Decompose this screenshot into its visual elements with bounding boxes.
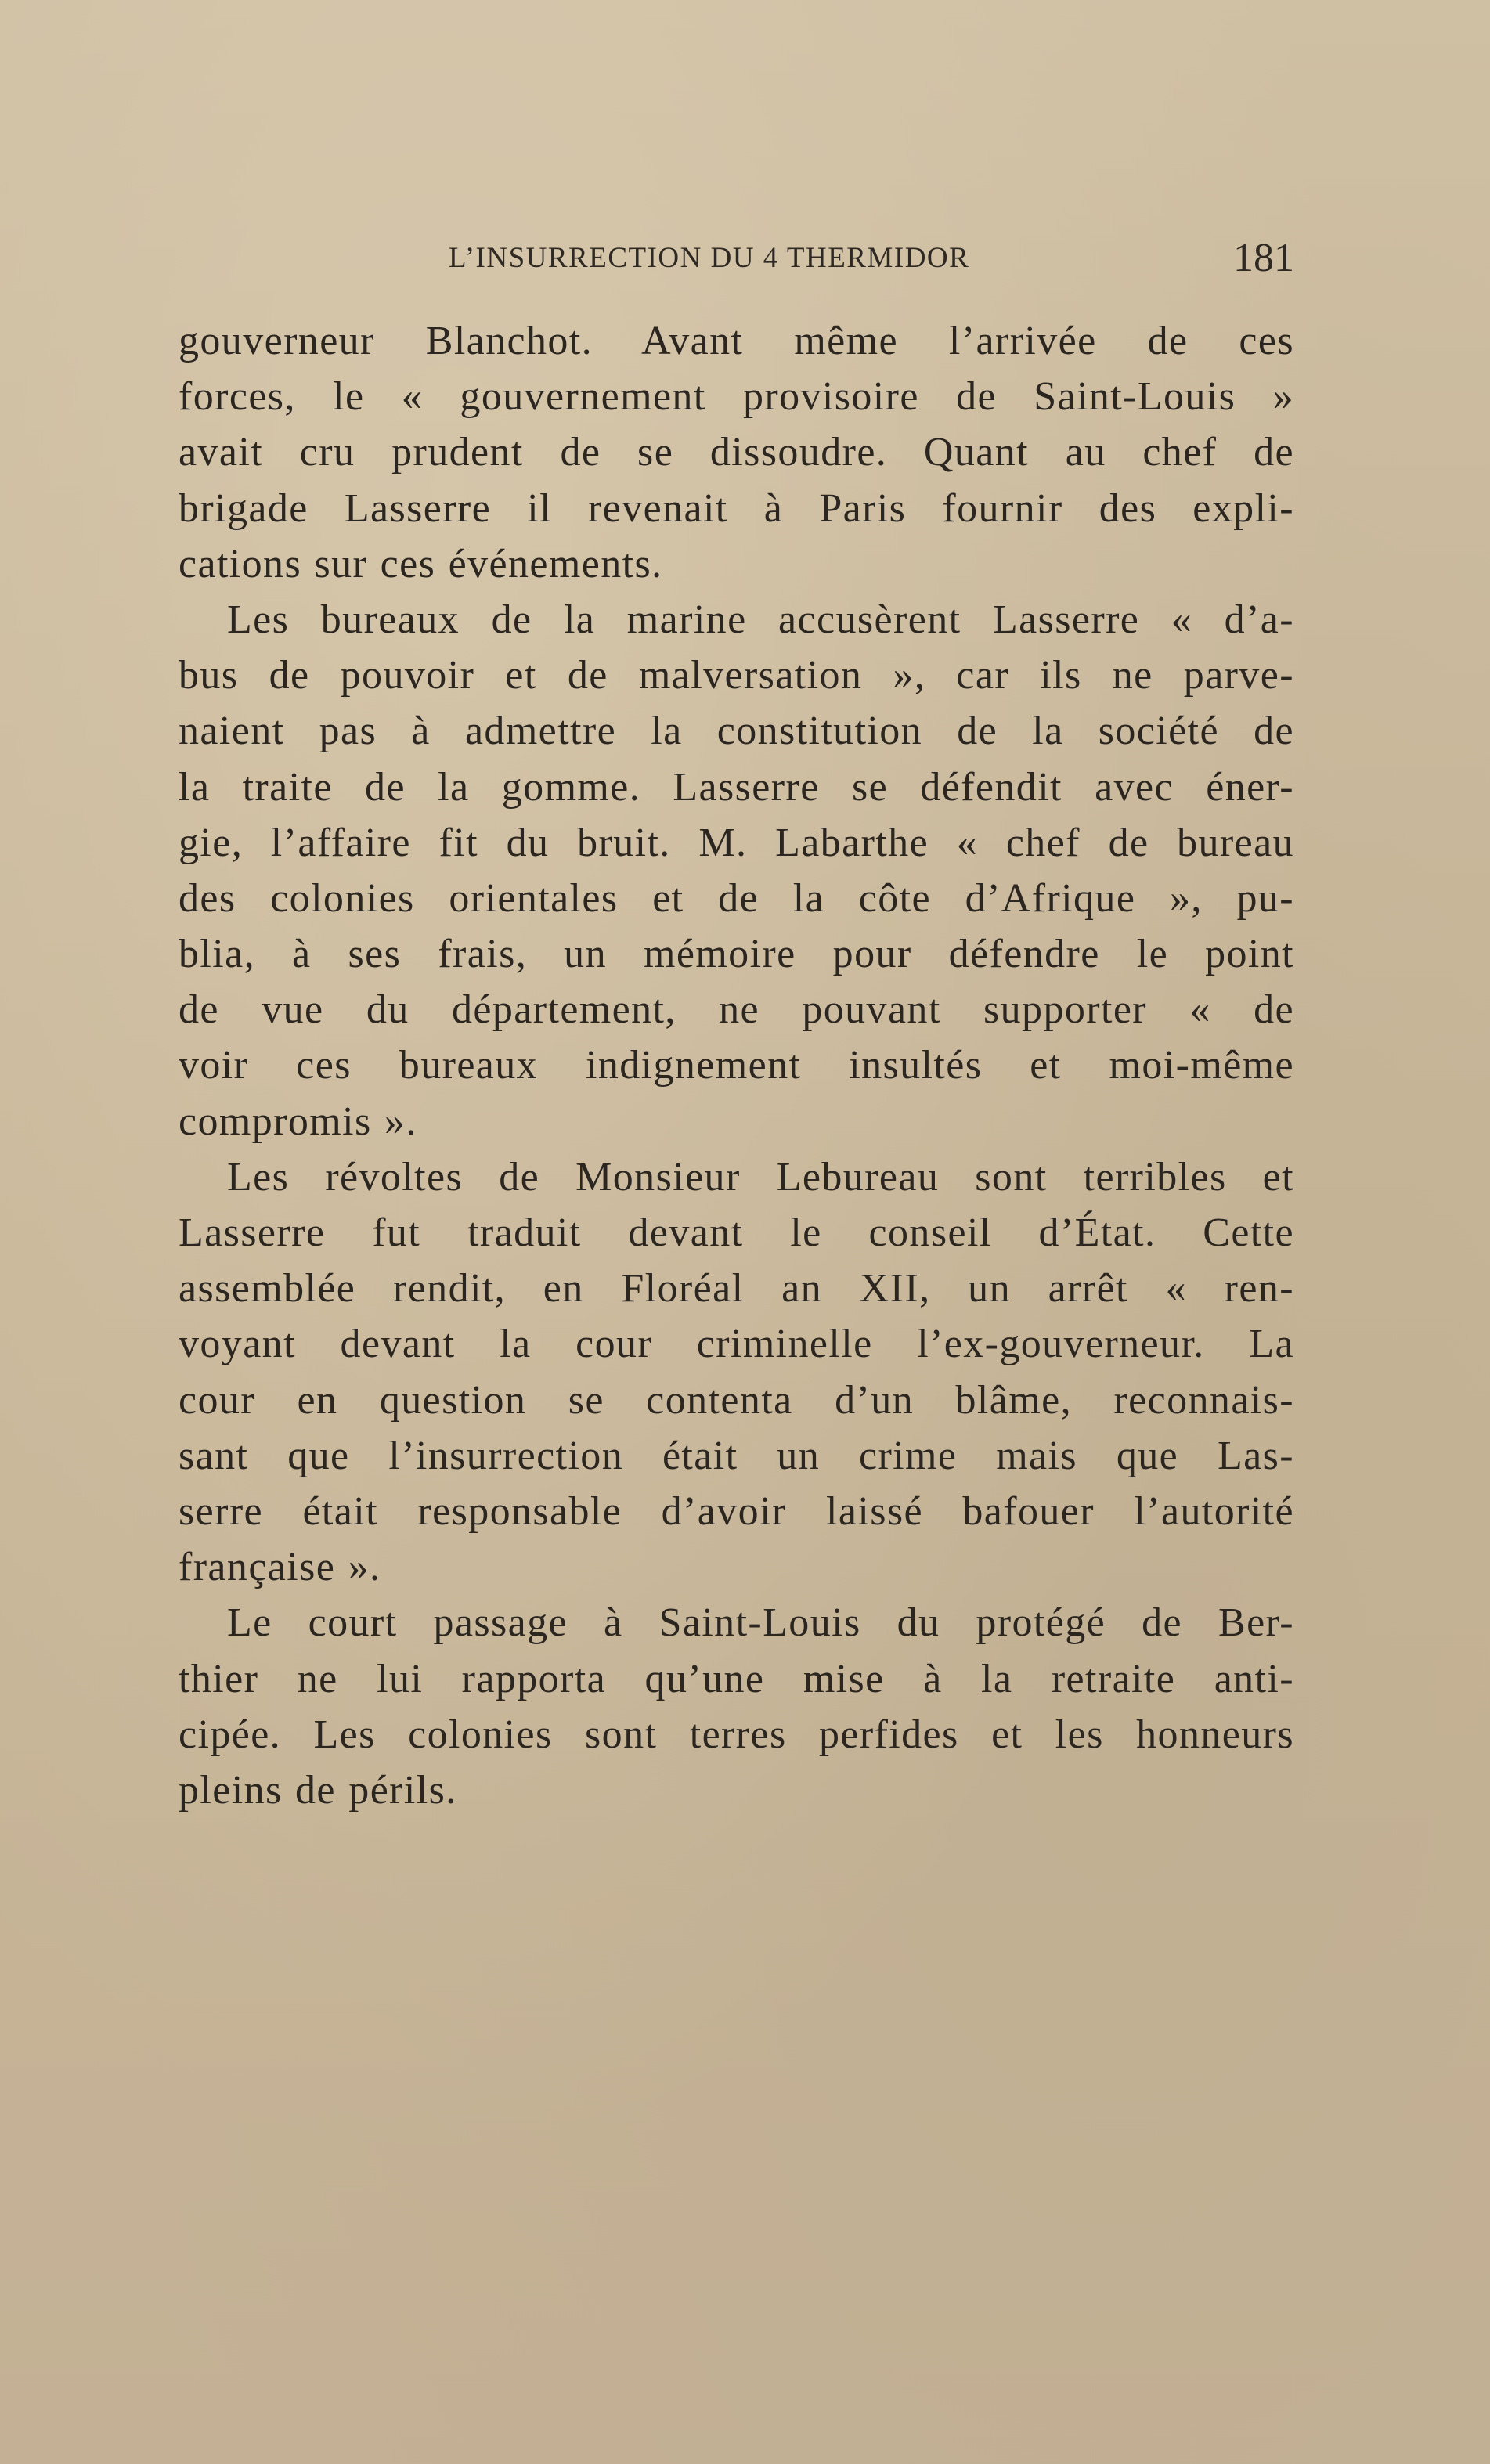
text-line: Le court passage à Saint-Louis du protégé de Ber-: [227, 1600, 1294, 1646]
running-head: [179, 235, 1294, 282]
text-line: forces, le « gouvernement provisoire de Saint-Louis »: [179, 374, 1294, 420]
page-number: 181: [1233, 236, 1294, 280]
text-line: blia, à ses frais, un mémoire pour défendre le point: [179, 932, 1294, 977]
text-line: cipée. Les colonies sont terres perfides et les honneurs: [179, 1712, 1294, 1757]
text-line: serre était responsable d’avoir laissé bafouer l’autorité: [179, 1488, 1294, 1534]
text-line: avait cru prudent de se dissoudre. Quant au chef de: [179, 430, 1294, 475]
text-line: voyant devant la cour criminelle l’ex-gouverneur. La: [179, 1322, 1294, 1367]
text-line: bus de pouvoir et de malversation », car ils ne parve-: [179, 653, 1294, 698]
text-line: Les révoltes de Monsieur Lebureau sont terribles et: [227, 1154, 1294, 1200]
body-text: [179, 313, 1294, 1818]
text-line: Lasserre fut traduit devant le conseil d’État. Cette: [179, 1210, 1294, 1255]
text-line: naient pas à admettre la constitution de la société de: [179, 709, 1294, 754]
running-title: L’INSURRECTION DU 4 THERMIDOR: [449, 242, 970, 274]
text-line: pleins de périls.: [179, 1767, 457, 1813]
text-line: gie, l’affaire fit du bruit. M. Labarthe « chef de bureau: [179, 820, 1294, 865]
paragraph: [179, 313, 1294, 592]
paragraph: [179, 1595, 1294, 1818]
text-line: sant que l’insurrection était un crime mais que Las-: [179, 1433, 1294, 1478]
text-line: française ».: [179, 1545, 381, 1590]
text-line: cations sur ces événements.: [179, 541, 663, 586]
text-line: thier ne lui rapporta qu’une mise à la retraite anti-: [179, 1656, 1294, 1701]
paragraph: [179, 592, 1294, 1149]
text-line: des colonies orientales et de la côte d’Afrique », pu-: [179, 875, 1294, 921]
text-line: gouverneur Blanchot. Avant même l’arrivée de ces: [179, 319, 1294, 363]
text-line: voir ces bureaux indignement insultés et moi-même: [179, 1043, 1294, 1088]
text-line: compromis ».: [179, 1099, 417, 1144]
text-line: la traite de la gomme. Lasserre se défendit avec éner-: [179, 764, 1294, 810]
text-line: brigade Lasserre il revenait à Paris fournir des expli-: [179, 485, 1294, 531]
text-line: assemblée rendit, en Floréal an XII, un arrêt « ren-: [179, 1266, 1294, 1311]
paragraph: [179, 1149, 1294, 1596]
text-line: cour en question se contenta d’un blâme, reconnais-: [179, 1377, 1294, 1423]
text-line: de vue du département, ne pouvant supporter « de: [179, 987, 1294, 1033]
text-line: Les bureaux de la marine accusèrent Lasserre « d’a-: [227, 597, 1294, 642]
